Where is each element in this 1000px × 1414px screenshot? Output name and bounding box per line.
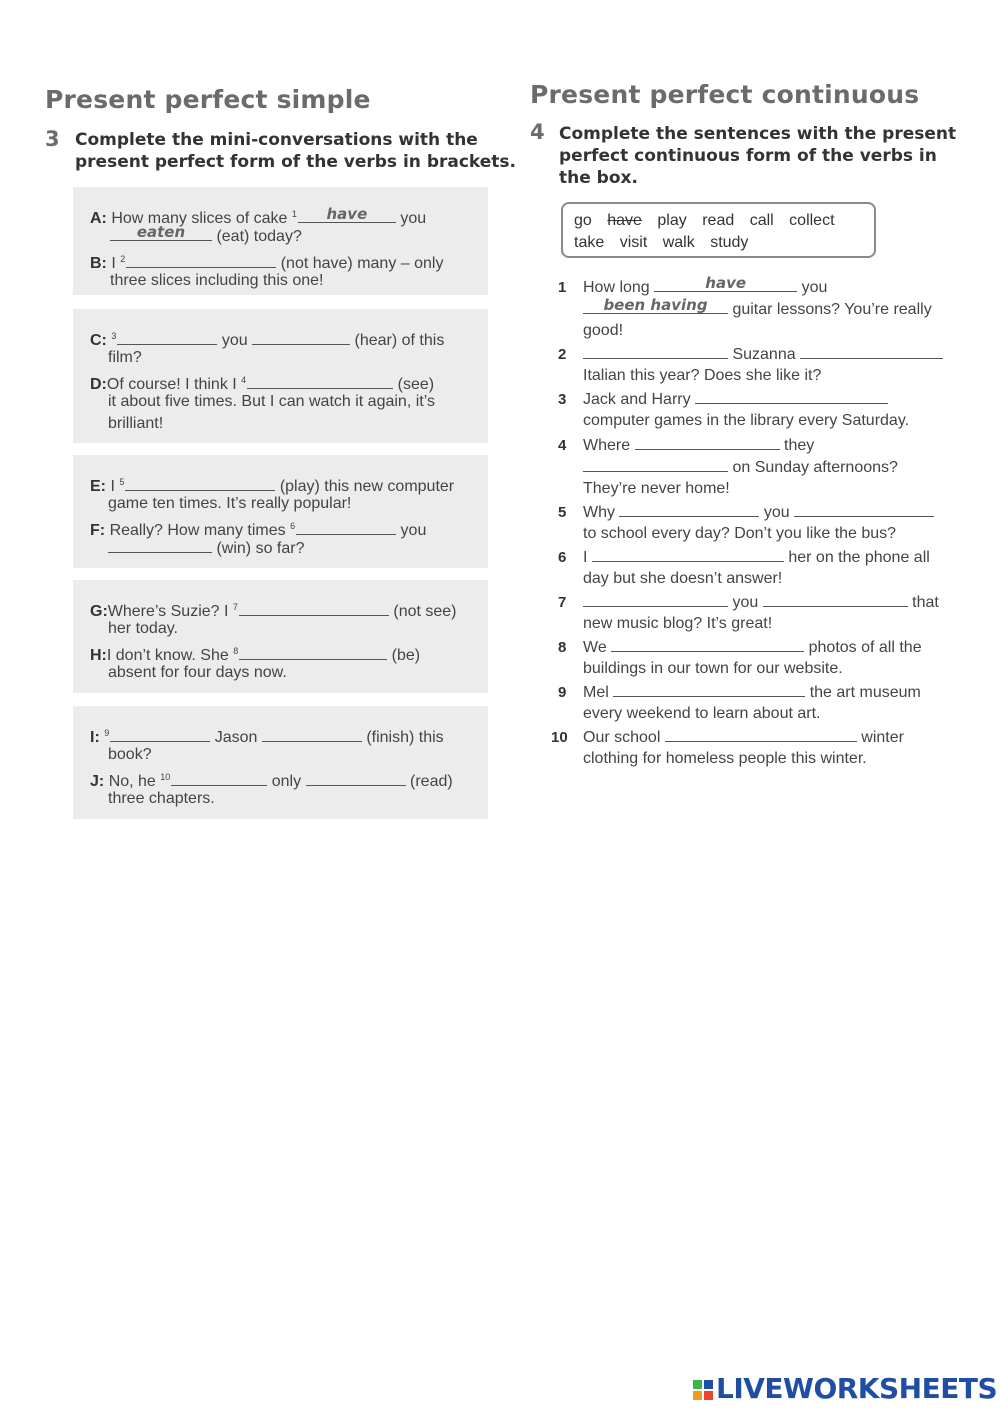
answer-blank-6b[interactable] [108,538,212,553]
answer-blank-6[interactable] [296,520,396,535]
answer-blank-9[interactable] [110,727,210,742]
conversation-box-3 [73,455,488,568]
exercise-instruction-3 [75,129,516,173]
answer-blank-9b[interactable] [262,727,362,742]
question-number: 6 [558,549,567,566]
prompt-text: (see) [397,376,435,393]
example-answer: been having [603,296,708,314]
speaker-label: D: [90,376,107,393]
prompt-text: it about five times. But I can watch it again, it’s [108,393,435,410]
prompt-text: I [583,549,588,566]
gap-number: 6 [290,521,296,531]
prompt-text: on Sunday afternoons? [732,459,898,476]
word-go: go [574,212,592,229]
example-answer: have [705,274,747,292]
prompt-text: you [400,522,427,539]
instruction-line: the box. [559,168,638,188]
question-number: 3 [558,391,567,408]
prompt-text: Of course! I think I [106,376,237,393]
prompt-text: (read) [410,773,453,790]
prompt-text: Mel [583,684,609,701]
word-box [561,202,876,258]
prompt-text: you [400,210,427,227]
prompt-text: three slices including this one! [110,272,324,289]
prompt-text: the art museum [809,684,921,701]
prompt-text: computer games in the library every Saturday. [583,412,910,429]
prompt-text: Jason [214,729,258,746]
gap-number: 9 [104,728,110,738]
prompt-text: you [221,332,248,349]
section-title-simple: Present perfect simple [45,85,371,114]
prompt-text: winter [861,729,904,746]
prompt-text: Where [583,437,631,454]
word-visit: visit [619,234,648,251]
answer-blank-3b[interactable] [252,330,350,345]
prompt-text: day but she doesn’t answer! [583,570,783,587]
question-number: 5 [558,504,567,521]
prompt-text: clothing for homeless people this winter. [583,750,867,767]
exercise-number-3: 3 [45,127,60,151]
instruction-line: perfect continuous form of the verbs in [559,146,937,166]
section-title-continuous: Present perfect continuous [530,80,920,109]
answer-blank-7[interactable] [239,601,389,616]
prompt-text: you [732,594,759,611]
answer-blank-10b[interactable] [306,771,406,786]
prompt-text: her today. [108,620,178,637]
answer-blank-q4b[interactable] [583,457,728,472]
prompt-text: They’re never home! [583,480,730,497]
prompt-text: film? [108,349,142,366]
answer-blank-q10[interactable] [665,727,857,742]
prompt-text: photos of all the [808,639,922,656]
prompt-text: (not have) many – only [280,255,444,272]
prompt-text: (be) [391,647,421,664]
conversation-box-1 [73,187,488,295]
answer-blank-4[interactable] [247,374,393,389]
word-read: read [702,212,735,229]
prompt-text: three chapters. [108,790,215,807]
answer-blank-2[interactable] [126,253,276,268]
speaker-label: H: [90,647,107,664]
speaker-label: E: [90,478,106,495]
conversation-box-5 [73,706,488,819]
answer-blank-q9[interactable] [613,682,805,697]
prompt-text: Our school [583,729,661,746]
prompt-text: brilliant! [108,415,164,432]
gap-number: 1 [291,209,297,219]
question-number: 8 [558,639,567,656]
answer-blank-10[interactable] [171,771,267,786]
answer-blank-3[interactable] [117,330,217,345]
instruction-line: Complete the mini-conversations with the [75,130,478,150]
prompt-text: We [583,639,607,656]
gap-number: 2 [120,254,126,264]
logo-squares-icon [693,1380,713,1400]
prompt-text: Why [583,504,615,521]
logo-wordmark: LIVEWORKSHEETS [716,1372,998,1405]
exercise-instruction-4 [559,123,956,189]
prompt-text: Italian this year? Does she like it? [583,367,822,384]
gap-number: 4 [241,375,247,385]
prompt-text: (eat) today? [216,228,302,245]
answer-blank-q4a[interactable] [635,435,780,450]
answer-blank-q3[interactable] [695,389,888,404]
answer-blank-q2b[interactable] [800,344,943,359]
word-play: play [657,212,687,229]
prompt-text: How many slices of cake [111,210,288,227]
answer-blank-q8[interactable] [611,637,804,652]
word-study: study [710,234,749,251]
word-call: call [749,212,774,229]
answer-blank-q7b[interactable] [763,592,908,607]
example-answer: eaten [136,223,186,241]
conversation-box-2 [73,309,488,443]
answer-blank-q1a[interactable] [654,274,797,292]
prompt-text: only [271,773,302,790]
question-number: 4 [558,437,567,454]
gap-number: 5 [119,477,125,487]
prompt-text: her on the phone all [788,549,930,566]
prompt-text: (play) this new computer [279,478,455,495]
word-walk: walk [662,234,695,251]
gap-number: 8 [233,646,239,656]
speaker-label: A: [90,210,107,227]
speaker-label: G: [90,603,108,620]
prompt-text: I don’t know. She [106,647,229,664]
instruction-line: present perfect form of the verbs in brackets. [75,152,517,172]
exercise-number-4: 4 [530,120,545,144]
speaker-label: F: [90,522,106,539]
prompt-text: book? [108,746,152,763]
answer-blank-q5a[interactable] [619,502,759,517]
prompt-text: guitar lessons? You’re really [732,301,932,318]
word-collect: collect [789,212,835,229]
answer-blank-8[interactable] [239,645,387,660]
prompt-text: they [784,437,815,454]
example-answer: have [326,205,368,223]
prompt-text: Suzanna [732,346,796,363]
answer-blank-q2a[interactable] [583,344,728,359]
prompt-text: (not see) [393,603,457,620]
prompt-text: you [763,504,790,521]
prompt-text: new music blog? It’s great! [583,615,773,632]
question-number: 7 [558,594,567,611]
speaker-label: C: [90,332,107,349]
gap-number: 7 [232,602,238,612]
prompt-text: I [110,478,115,495]
prompt-text: (hear) of this [354,332,445,349]
question-number: 9 [558,684,567,701]
word-have-used: have [607,212,642,229]
prompt-text: Where’s Suzie? I [107,603,229,620]
prompt-text: every weekend to learn about art. [583,705,821,722]
prompt-text: that [912,594,939,611]
speaker-label: I: [90,729,100,746]
prompt-text: to school every day? Don’t you like the bus? [583,525,897,542]
prompt-text: No, he [108,773,156,790]
prompt-text: I [111,255,116,272]
answer-blank-q5b[interactable] [794,502,934,517]
answer-blank-q7a[interactable] [583,592,728,607]
prompt-text: How long [583,279,650,296]
prompt-text: (finish) this [366,729,444,746]
answer-blank-5[interactable] [125,476,275,491]
word-take: take [574,234,605,251]
gap-number: 10 [160,772,171,782]
speaker-label: B: [90,255,107,272]
prompt-text: absent for four days now. [108,664,287,681]
conversation-box-4 [73,580,488,693]
question-number: 1 [558,279,567,296]
answer-blank-q1b[interactable] [583,296,728,314]
answer-blank-q6[interactable] [592,547,784,562]
instruction-line: Complete the sentences with the present [559,124,957,144]
gap-number: 3 [111,331,117,341]
prompt-text: you [801,279,828,296]
answer-blank-1b[interactable] [110,223,212,241]
prompt-text: game ten times. It’s really popular! [108,495,352,512]
prompt-text: good! [583,322,624,339]
prompt-text: buildings in our town for our website. [583,660,843,677]
prompt-text: (win) so far? [216,540,305,557]
answer-blank-1[interactable] [298,205,396,223]
question-number: 10 [551,729,568,746]
question-number: 2 [558,346,567,363]
speaker-label: J: [90,773,105,790]
prompt-text: Really? How many times [109,522,286,539]
prompt-text: Jack and Harry [583,391,691,408]
